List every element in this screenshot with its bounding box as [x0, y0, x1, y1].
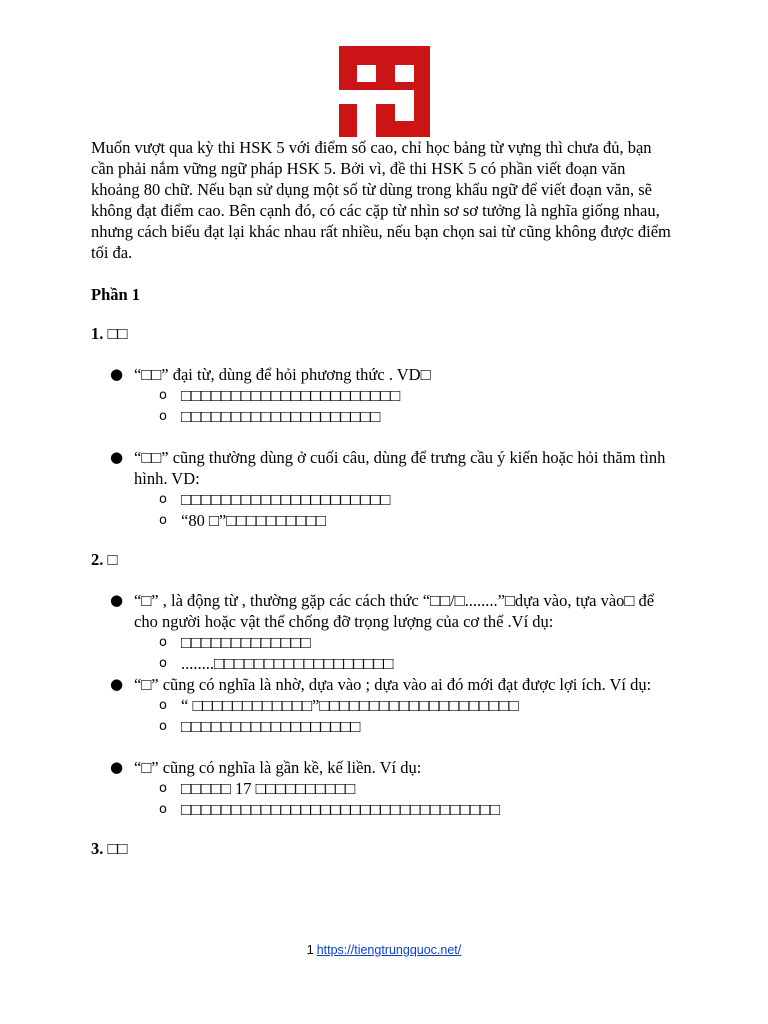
sub-list [134, 385, 671, 427]
sub-item [91, 406, 671, 427]
bullet-item [91, 364, 671, 427]
sub-item [91, 778, 671, 799]
sub-item [91, 489, 671, 510]
sub-item [91, 799, 671, 820]
sub-item-text: “ □□□□□□□□□□□□”□□□□□□□□□□□□□□□□□□□□ [181, 696, 519, 715]
document-body [91, 137, 671, 859]
bullet-text: “□□” đại từ, dùng để hỏi phương thức . VD□ [134, 365, 431, 384]
page-number: 1 [306, 943, 314, 957]
bullet-text: “□□” cũng thường dùng ở cuối câu, dùng để trưng cầu ý kiến hoặc hỏi thăm tình hình. VD: [134, 448, 666, 488]
sub-item [91, 385, 671, 406]
red-square-logo [339, 46, 430, 137]
section-heading: 2. □ [91, 550, 118, 569]
section-heading: 1. □□ [91, 324, 128, 343]
sub-item-text: □□□□□□□□□□□□□□□□□□□□ [181, 407, 381, 426]
bullet-item [91, 590, 671, 674]
bullet-item [91, 674, 671, 737]
bullet-item [91, 757, 671, 820]
bullet-text: “□” , là động từ , thường gặp các cách thức “□□/□........”□dựa vào, tựa vào□ để cho người hoặc vật thể chống đỡ trọng lượng của cơ thể .Ví dụ: [134, 591, 655, 631]
bullet-list [91, 590, 671, 820]
intro-paragraph: Muốn vượt qua kỳ thi HSK 5 với điểm số cao, chỉ học bảng từ vựng thì chưa đủ, bạn cần phải nắm vững ngữ pháp HSK 5. Bởi vì, đề thi HSK 5 có phần viết đoạn văn khoảng 80 chữ. Nếu bạn sử dụng một số từ dùng trong khẩu ngữ để viết đoạn văn, sẽ không đạt điểm cao. Bên cạnh đó, có các cặp từ nhìn sơ sơ tưởng là nghĩa giống nhau, nhưng cách biểu đạt lại khác nhau rất nhiều, nếu bạn chọn sai từ cũng không được điểm tối đa. [91, 138, 671, 262]
part-title: Phần 1 [91, 285, 141, 304]
sub-list [134, 778, 671, 820]
bullet-list [91, 364, 671, 531]
sub-item-text: □□□□□ 17 □□□□□□□□□□ [181, 779, 356, 798]
sub-item [91, 510, 671, 531]
page-footer [0, 943, 768, 957]
sub-item-text: □□□□□□□□□□□□□□□□□□ [181, 717, 361, 736]
sub-item-text: □□□□□□□□□□□□□□□□□□□□□□ [181, 386, 401, 405]
sub-item-text: ........□□□□□□□□□□□□□□□□□□ [181, 654, 394, 673]
sub-item-text: □□□□□□□□□□□□□□□□□□□□□ [181, 490, 391, 509]
footer-link[interactable]: https://tiengtrungquoc.net/ [316, 943, 462, 957]
section-heading: 3. □□ [91, 839, 128, 858]
sub-item-text: □□□□□□□□□□□□□ [181, 633, 311, 652]
sub-item [91, 632, 671, 653]
bullet-text: “□” cũng có nghĩa là gần kề, kế liền. Ví dụ: [134, 758, 422, 777]
sub-list [134, 632, 671, 674]
sub-item-text: □□□□□□□□□□□□□□□□□□□□□□□□□□□□□□□□ [181, 800, 500, 819]
sub-item [91, 653, 671, 674]
sub-item [91, 716, 671, 737]
sub-item-text: “80 □”□□□□□□□□□□ [181, 511, 326, 530]
bullet-text: “□” cũng có nghĩa là nhờ, dựa vào ; dựa vào ai đó mới đạt được lợi ích. Ví dụ: [134, 675, 652, 694]
bullet-item [91, 447, 671, 531]
sub-list [134, 695, 671, 737]
sub-list [134, 489, 671, 531]
sub-item [91, 695, 671, 716]
